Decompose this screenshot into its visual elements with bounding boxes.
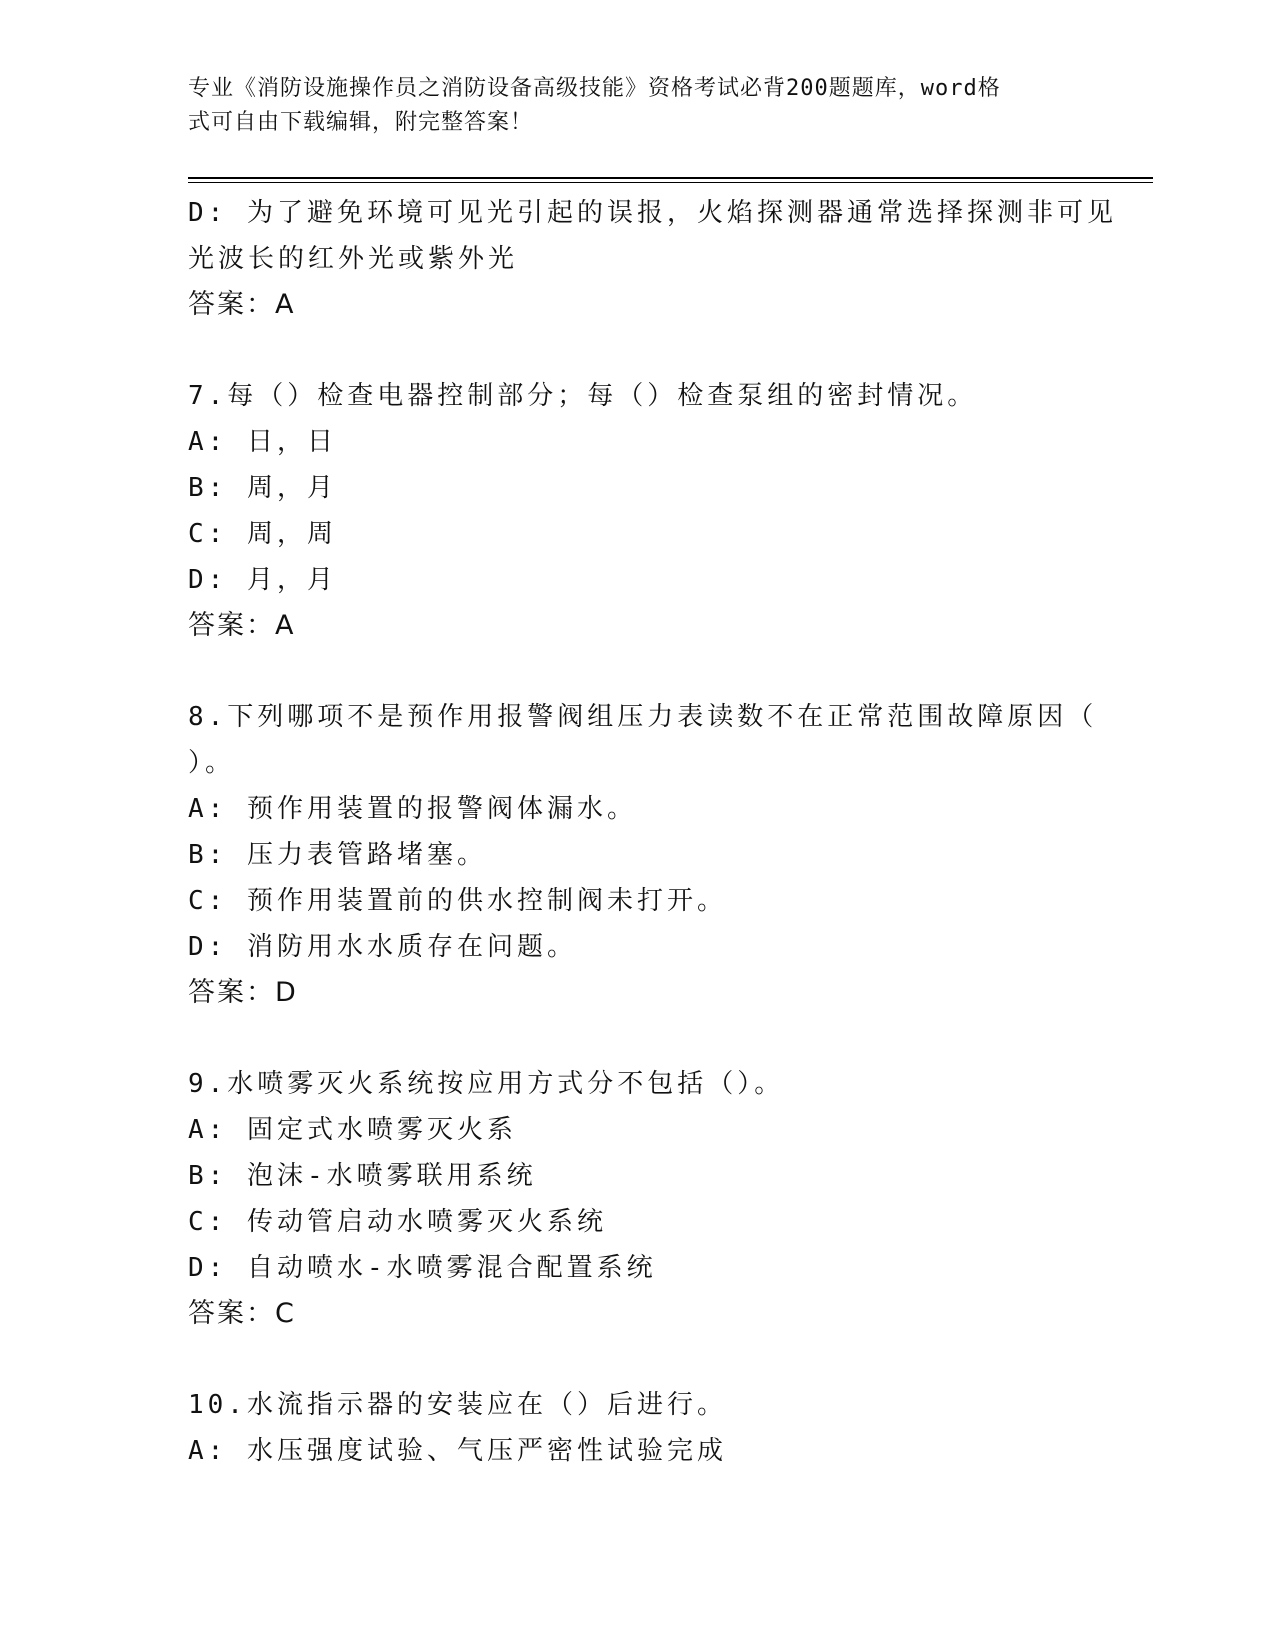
question-content bbox=[188, 190, 1117, 1474]
question-stem-line-1: 8.下列哪项不是预作用报警阀组压力表读数不在正常范围故障原因（ bbox=[188, 702, 1098, 732]
option-b: B: 泡沫-水喷雾联用系统 bbox=[188, 1161, 537, 1191]
answer-label: 答案：D bbox=[188, 977, 298, 1008]
option-d-line-2: 光波长的红外光或紫外光 bbox=[188, 244, 519, 274]
header-divider-thin bbox=[188, 182, 1153, 183]
answer-label: 答案：A bbox=[188, 289, 296, 320]
answer-label: 答案：C bbox=[188, 1298, 296, 1329]
question-spacer bbox=[188, 649, 1088, 694]
option-d-line-1: D: 为了避免环境可见光引起的误报，火焰探测器通常选择探测非可见 bbox=[188, 198, 1117, 228]
header-line-2: 式可自由下载编辑，附完整答案！ bbox=[188, 110, 534, 135]
question-spacer bbox=[188, 1016, 1088, 1061]
header-divider-thick bbox=[188, 177, 1153, 179]
answer-label: 答案：A bbox=[188, 610, 296, 641]
header-line-1: 专业《消防设施操作员之消防设备高级技能》资格考试必背200题题库，word格 bbox=[188, 76, 1001, 101]
option-d: D: 自动喷水-水喷雾混合配置系统 bbox=[188, 1253, 657, 1283]
question-stem: 10.水流指示器的安装应在（）后进行。 bbox=[188, 1390, 727, 1420]
question-stem: 9.水喷雾灭火系统按应用方式分不包括（）。 bbox=[188, 1069, 785, 1099]
option-b: B: 周，月 bbox=[188, 473, 337, 503]
question-spacer bbox=[188, 1337, 1088, 1382]
question-6-tail bbox=[188, 190, 1117, 328]
question-10 bbox=[188, 1382, 1088, 1474]
option-d: D: 月，月 bbox=[188, 565, 337, 595]
option-d: D: 消防用水水质存在问题。 bbox=[188, 932, 577, 962]
option-b: B: 压力表管路堵塞。 bbox=[188, 840, 487, 870]
question-9 bbox=[188, 1061, 1088, 1337]
option-a: A: 日，日 bbox=[188, 427, 337, 457]
question-8 bbox=[188, 694, 1098, 1016]
page-header bbox=[188, 72, 1088, 140]
question-stem: 7.每（）检查电器控制部分；每（）检查泵组的密封情况。 bbox=[188, 381, 978, 411]
option-c: C: 传动管启动水喷雾灭火系统 bbox=[188, 1207, 607, 1237]
question-spacer bbox=[188, 328, 1088, 373]
option-a: A: 预作用装置的报警阀体漏水。 bbox=[188, 794, 637, 824]
option-c: C: 周，周 bbox=[188, 519, 337, 549]
option-c: C: 预作用装置前的供水控制阀未打开。 bbox=[188, 886, 727, 916]
question-stem-line-2: ）。 bbox=[188, 748, 236, 778]
question-7 bbox=[188, 373, 1088, 649]
option-a: A: 固定式水喷雾灭火系 bbox=[188, 1115, 517, 1145]
option-a: A: 水压强度试验、气压严密性试验完成 bbox=[188, 1436, 727, 1466]
